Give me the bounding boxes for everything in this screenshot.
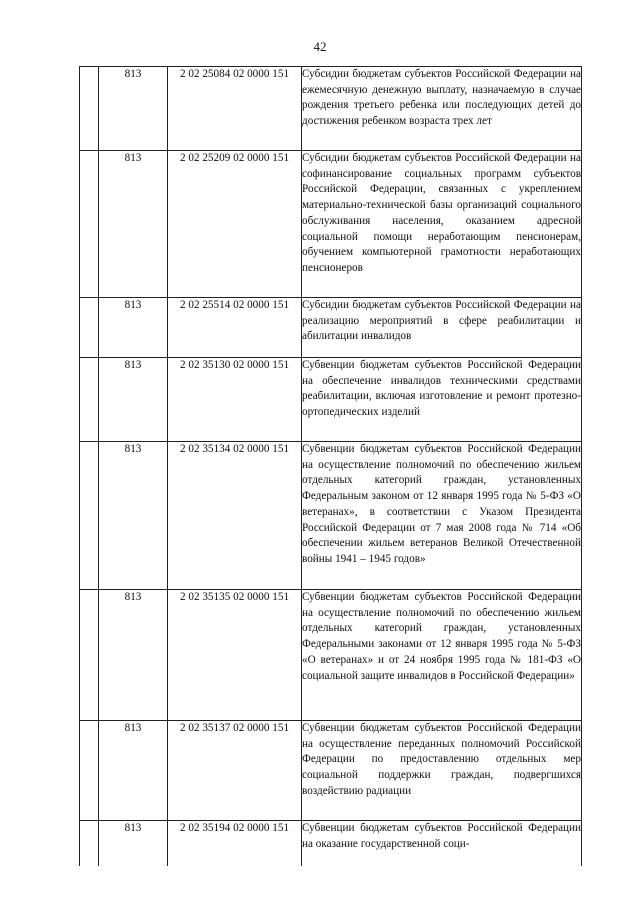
table-row bbox=[80, 442, 582, 590]
admin-code-cell: 813 bbox=[99, 298, 168, 358]
description-cell: Субвенции бюджетам субъектов Российской Федерации на осуществление переданных полномочий Российской Федерации по предоставлению отдельных мер социальной поддержки граждан, подвергшихся воздействию радиации bbox=[302, 721, 582, 821]
description-cell: Субвенции бюджетам субъектов Российской Федерации на осуществление полномочий по обеспечению жильем отдельных категорий граждан, установленных Федеральными законами от 12 января 1995 года № 5-ФЗ «О ветеранах» и от 24 ноября 1995 года № 181-ФЗ «О социальной защите инвалидов в Российской Федерации» bbox=[302, 590, 582, 721]
kbk-cell: 2 02 35135 02 0000 151 bbox=[168, 590, 302, 721]
row-marker-cell bbox=[80, 298, 99, 358]
page-number: 42 bbox=[313, 39, 327, 54]
description-cell: Субсидии бюджетам субъектов Российской Федерации на софинансирование социальных программ субъектов Российской Федерации, связанных с укреплением материально-технической базы организаций социального обслуживания населения, оказанием адресной социальной помощи неработающим пенсионерам, обучением компьютерной грамотности неработающих пенсионеров bbox=[302, 151, 582, 298]
admin-code-cell: 813 bbox=[99, 151, 168, 298]
admin-code-cell: 813 bbox=[99, 358, 168, 442]
admin-code-cell: 813 bbox=[99, 67, 168, 151]
row-marker-cell bbox=[80, 151, 99, 298]
admin-code-cell: 813 bbox=[99, 590, 168, 721]
table-row bbox=[80, 358, 582, 442]
kbk-cell: 2 02 35130 02 0000 151 bbox=[168, 358, 302, 442]
kbk-cell: 2 02 35137 02 0000 151 bbox=[168, 721, 302, 821]
kbk-cell: 2 02 25209 02 0000 151 bbox=[168, 151, 302, 298]
budget-codes-table bbox=[79, 66, 582, 866]
description-cell: Субвенции бюджетам субъектов Российской Федерации на оказание государственной соци- bbox=[302, 821, 582, 866]
kbk-cell: 2 02 35194 02 0000 151 bbox=[168, 821, 302, 866]
row-marker-cell bbox=[80, 67, 99, 151]
kbk-cell: 2 02 35134 02 0000 151 bbox=[168, 442, 302, 590]
table-row bbox=[80, 821, 582, 866]
row-marker-cell bbox=[80, 442, 99, 590]
table-row bbox=[80, 721, 582, 821]
description-cell: Субвенции бюджетам субъектов Российской Федерации на обеспечение инвалидов техническими средствами реабилитации, включая изготовление и ремонт протезно-ортопедических изделий bbox=[302, 358, 582, 442]
row-marker-cell bbox=[80, 721, 99, 821]
table-row bbox=[80, 590, 582, 721]
kbk-cell: 2 02 25084 02 0000 151 bbox=[168, 67, 302, 151]
description-cell: Субсидии бюджетам субъектов Российской Федерации на ежемесячную денежную выплату, назначаемую в случае рождения третьего ребенка или последующих детей до достижения ребенком возраста трех лет bbox=[302, 67, 582, 151]
description-cell: Субвенции бюджетам субъектов Российской Федерации на осуществление полномочий по обеспечению жильем отдельных категорий граждан, установленных Федеральным законом от 12 января 1995 года № 5-ФЗ «О ветеранах», в соответствии с Указом Президента Российской Федерации от 7 мая 2008 года № 714 «Об обеспечении жильем ветеранов Великой Отечественной войны 1941 – 1945 годов» bbox=[302, 442, 582, 590]
table-row bbox=[80, 298, 582, 358]
table-row bbox=[80, 151, 582, 298]
admin-code-cell: 813 bbox=[99, 442, 168, 590]
kbk-cell: 2 02 25514 02 0000 151 bbox=[168, 298, 302, 358]
row-marker-cell bbox=[80, 358, 99, 442]
row-marker-cell bbox=[80, 590, 99, 721]
description-cell: Субсидии бюджетам субъектов Российской Федерации на реализацию мероприятий в сфере реабилитации и абилитации инвалидов bbox=[302, 298, 582, 358]
admin-code-cell: 813 bbox=[99, 821, 168, 866]
table-row bbox=[80, 67, 582, 151]
admin-code-cell: 813 bbox=[99, 721, 168, 821]
row-marker-cell bbox=[80, 821, 99, 866]
